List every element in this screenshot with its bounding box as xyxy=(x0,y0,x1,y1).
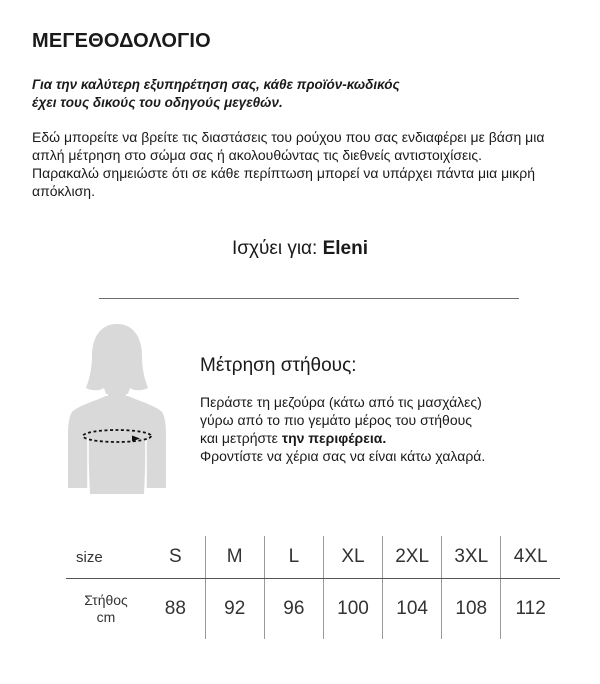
applies-to xyxy=(0,238,600,260)
silhouette-body xyxy=(68,396,166,494)
chest-row-label-line-2: cm xyxy=(96,609,116,625)
size-header-cell: XL xyxy=(323,536,382,579)
section-divider xyxy=(99,298,519,299)
chest-value-cell: 96 xyxy=(264,579,323,640)
measurement-instructions xyxy=(200,393,560,465)
measurement-line-4: Φροντίστε να χέρια σας να είναι κάτω χαλαρά. xyxy=(200,448,486,464)
size-header-cell: 2XL xyxy=(383,536,442,579)
measurement-line-3-start: και μετρήστε xyxy=(200,430,278,446)
measurement-title: Μέτρηση στήθους: xyxy=(200,355,357,376)
measurement-line-3-bold: την περιφέρεια. xyxy=(281,430,387,446)
size-header-cell: 4XL xyxy=(501,536,560,579)
subtitle-line-2: έχει τους δικούς του οδηγούς μεγεθών. xyxy=(32,95,283,110)
chest-value-cell: 108 xyxy=(442,579,501,640)
size-header-cell: 3XL xyxy=(442,536,501,579)
chest-measure-row xyxy=(66,579,560,640)
measurement-line-3 xyxy=(200,429,560,447)
chest-value-cell: 88 xyxy=(146,579,205,640)
subtitle xyxy=(32,76,552,112)
size-table xyxy=(66,536,560,639)
silhouette-head xyxy=(86,324,148,394)
chest-value-cell: 104 xyxy=(383,579,442,640)
size-header-cell: M xyxy=(205,536,264,579)
applies-product: Eleni xyxy=(322,238,368,259)
chest-row-label xyxy=(66,579,146,640)
applies-label: Ισχύει για: xyxy=(231,238,318,259)
measurement-line-2: γύρω από το πιο γεμάτο μέρος του στήθους xyxy=(200,412,473,428)
measurement-line-1: Περάστε τη μεζούρα (κάτω από τις μασχάλες) xyxy=(200,394,482,410)
subtitle-line-1: Για την καλύτερη εξυπηρέτηση σας, κάθε προϊόν-κωδικός xyxy=(32,77,400,92)
chest-value-cell: 92 xyxy=(205,579,264,640)
chest-value-cell: 100 xyxy=(323,579,382,640)
size-header-label: size xyxy=(66,536,146,579)
intro-paragraph-2: Παρακαλώ σημειώστε ότι σε κάθε περίπτωση μπορεί να υπάρχει πάντα μια μικρή απόκλιση. xyxy=(32,165,536,199)
intro-paragraph-1: Εδώ μπορείτε να βρείτε τις διαστάσεις του ρούχου που σας ενδιαφέρει με βάση μια απλή μέτρηση στο σώμα σας ή ακολουθώντας τις διεθνείς αντιστοιχίσεις. xyxy=(32,129,545,163)
female-torso-silhouette-icon xyxy=(62,318,172,494)
intro-text xyxy=(32,128,572,200)
chest-value-cell: 112 xyxy=(515,598,546,619)
chest-row-label-line-1: Στήθος xyxy=(84,592,128,608)
page-title: ΜΕΓΕΘΟΔΟΛΟΓΙΟ xyxy=(32,30,211,52)
size-header-row xyxy=(66,536,560,579)
size-header-cell: S xyxy=(146,536,205,579)
size-header-cell: L xyxy=(264,536,323,579)
